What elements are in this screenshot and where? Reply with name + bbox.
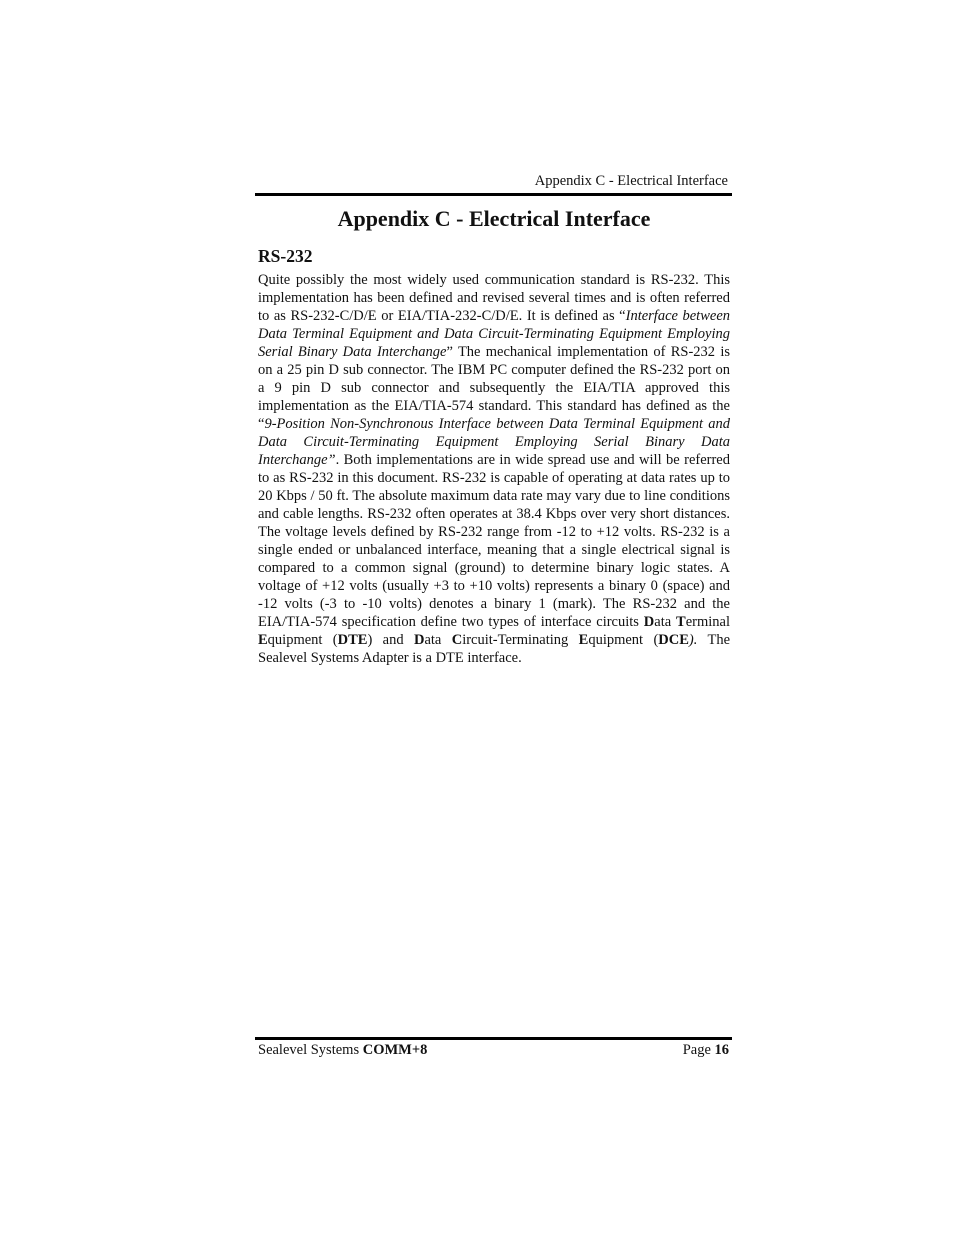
footer-page [683, 1042, 729, 1059]
bold-letter: D [413, 632, 425, 648]
page-number: 16 [714, 1042, 729, 1058]
text-run: ircuit-Terminating [462, 632, 579, 648]
footer-company-name: Sealevel Systems [258, 1042, 363, 1058]
footer-product-name: COMM+8 [362, 1042, 428, 1058]
text-run: ” The mechanical implementation of RS-232 is on a 25 pin D sub connector. The IBM PC computer defined the RS-232 port on a 9 pin D sub connector and subsequently the EIA/TIA approved this implementation as the EIA/TIA-574 standard. This standard has defined as the “ [258, 344, 730, 432]
bold-acronym: DCE [658, 632, 689, 648]
text-run: ) and [367, 632, 414, 648]
bold-letter: E [258, 632, 268, 648]
text-run: ata [424, 632, 452, 648]
text-run: quipment ( [588, 632, 659, 648]
text-run: Quite possibly the most widely used communication standard is RS-232. This implementation has been defined and revised several times and is often referred to as RS-232-C/D/E or EIA/TIA-232-C/D/E. It is defined as “ [258, 272, 730, 324]
running-header: Appendix C - Electrical Interface [534, 173, 728, 189]
page-title: Appendix C - Electrical Interface [337, 206, 651, 231]
text-run: ata [654, 614, 677, 630]
bold-acronym: DTE [337, 632, 368, 648]
bold-letter: C [451, 632, 463, 648]
italic-standard-title: 9-Position Non-Synchronous Interface between Data Terminal Equipment and Data Circuit-Terminating Equipment Employing Serial Binary Data Interchange” [258, 416, 730, 468]
body-paragraph [258, 271, 730, 667]
italic-standard-title: Interface between Data Terminal Equipment and Data Circuit-Terminating Equipment Employing Serial Binary Data Interchange [258, 308, 731, 360]
bold-letter: T [676, 614, 686, 630]
text-run: The Sealevel Systems Adapter is a DTE interface. [258, 632, 731, 666]
italic-text-run: ). [688, 632, 698, 648]
footer-company [258, 1042, 427, 1059]
bold-letter: D [643, 614, 655, 630]
text-run: . Both implementations are in wide spread use and will be referred to as RS-232 in this document. RS-232 is capable of operating at data rates up to 20 Kbps / 50 ft. The absolute maximum data rate may vary due to line conditions and cable lengths. RS-232 often operates at 38.4 Kbps over very short distances. The voltage levels defined by RS-232 range from -12 to +12 volts. RS-232 is a single ended or unbalanced interface, meaning that a single electrical signal is compared to a common signal (ground) to determine binary logic states. A voltage of +12 volts (usually +3 to +10 volts) represents a binary 0 (space) and -12 volts (-3 to -10 volts) denotes a binary 1 (mark). The RS-232 and the EIA/TIA-574 specification define two types of interface circuits [258, 452, 730, 630]
section-heading: RS-232 [258, 246, 313, 266]
text-run: erminal [685, 614, 730, 630]
header-rule [255, 193, 732, 196]
footer-page-label: Page [682, 1042, 715, 1058]
bold-letter: E [578, 632, 589, 648]
footer-rule [255, 1037, 732, 1040]
text-run: quipment ( [267, 632, 338, 648]
